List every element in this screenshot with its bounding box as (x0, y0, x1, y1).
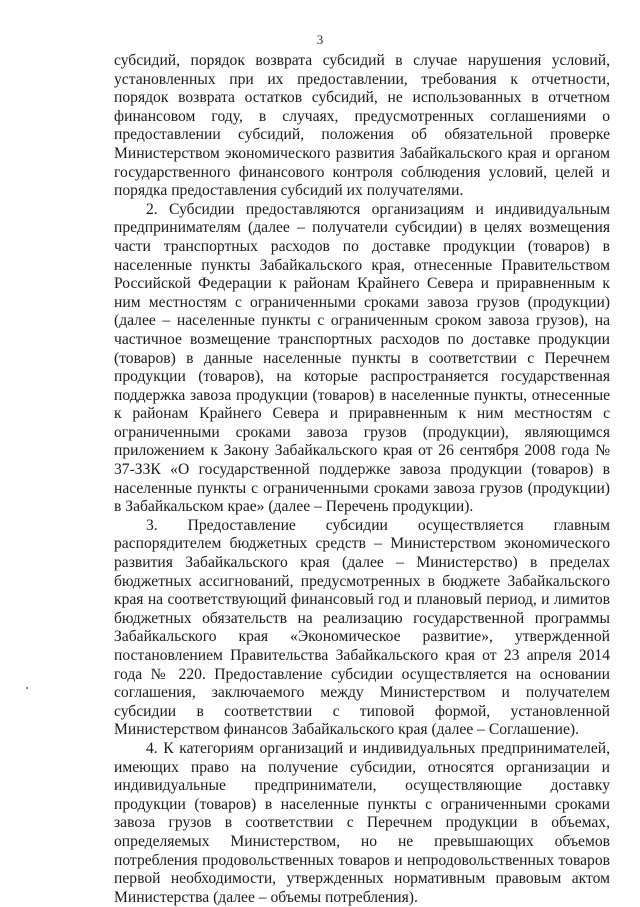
paragraph-continuation: субсидий, порядок возврата субсидий в случае нарушения условий, установленных при их предоставлении, требования к отчетности, порядок возврата остатков субсидий, не использованных в отчетном финансовом году, в случаях, предусмотренных соглашениями о предоставлении субсидий, положения об обязательной проверке Министерством экономического развития Забайкальского края и органом государственного финансового контроля соблюдения условий, целей и порядка предоставления субсидий их получателями. (114, 52, 610, 200)
page-number: 3 (316, 32, 324, 47)
paragraph-4: 4. К категориям организаций и индивидуальных предпринимателей, имеющих право на получение субсидии, относятся организации и индивидуальные предприниматели, осуществляющие доставку продукции (товаров) в населенные пункты с ограниченными сроками завоза грузов в соответствии с Перечнем продукции в объемах, определяемых Министерством, но не превышающих объемов потребления продовольственных товаров и непродовольственных товаров первой необходимости, утвержденных нормативным правовым актом Министерства (далее – объемы потребления). (114, 739, 610, 906)
margin-dot-mark (26, 687, 28, 689)
document-body (114, 52, 610, 907)
paragraph-3: 3. Предоставление субсидии осуществляется главным распорядителем бюджетных средств – Министерством экономического развития Забайкальского края (далее – Министерство) в пределах бюджетных ассигнований, предусмотренных в бюджете Забайкальского края на соответствующий финансовый год и плановый период, и лимитов бюджетных обязательств на реализацию государственной программы Забайкальского края «Экономическое развитие», утвержденной постановлением Правительства Забайкальского края от 23 апреля 2014 года № 220. Предоставление субсидии осуществляется на основании соглашения, заключаемого между Министерством и получателем субсидии в соответствии с типовой формой, установленной Министерством финансов Забайкальского края (далее – Соглашение). (114, 516, 610, 739)
paragraph-2: 2. Субсидии предоставляются организациям и индивидуальным предпринимателям (далее – получатели субсидии) в целях возмещения части транспортных расходов по доставке продукции (товаров) в населенные пункты Забайкальского края, отнесенные Правительством Российской Федерации к районам Крайнего Севера и приравненным к ним местностям с ограниченными сроками завоза грузов (продукции) (далее – населенные пункты с ограниченным сроком завоза грузов), на частичное возмещение транспортных расходов по доставке продукции (товаров) в данные населенные пункты в соответствии с Перечнем продукции (товаров), на которые распространяется государственная поддержка завоза продукции (товаров) в населенные пункты, отнесенные к районам Крайнего Севера и приравненным к ним местностям с ограниченными сроками завоза грузов (продукции), являющимся приложением к Закону Забайкальского края от 26 сентября 2008 года № 37-ЗЗК «О государственной поддержке завоза продукции (товаров) в населенные пункты с ограниченными сроками завоза грузов (продукции) в Забайкальском крае» (далее – Перечень продукции). (114, 200, 610, 516)
